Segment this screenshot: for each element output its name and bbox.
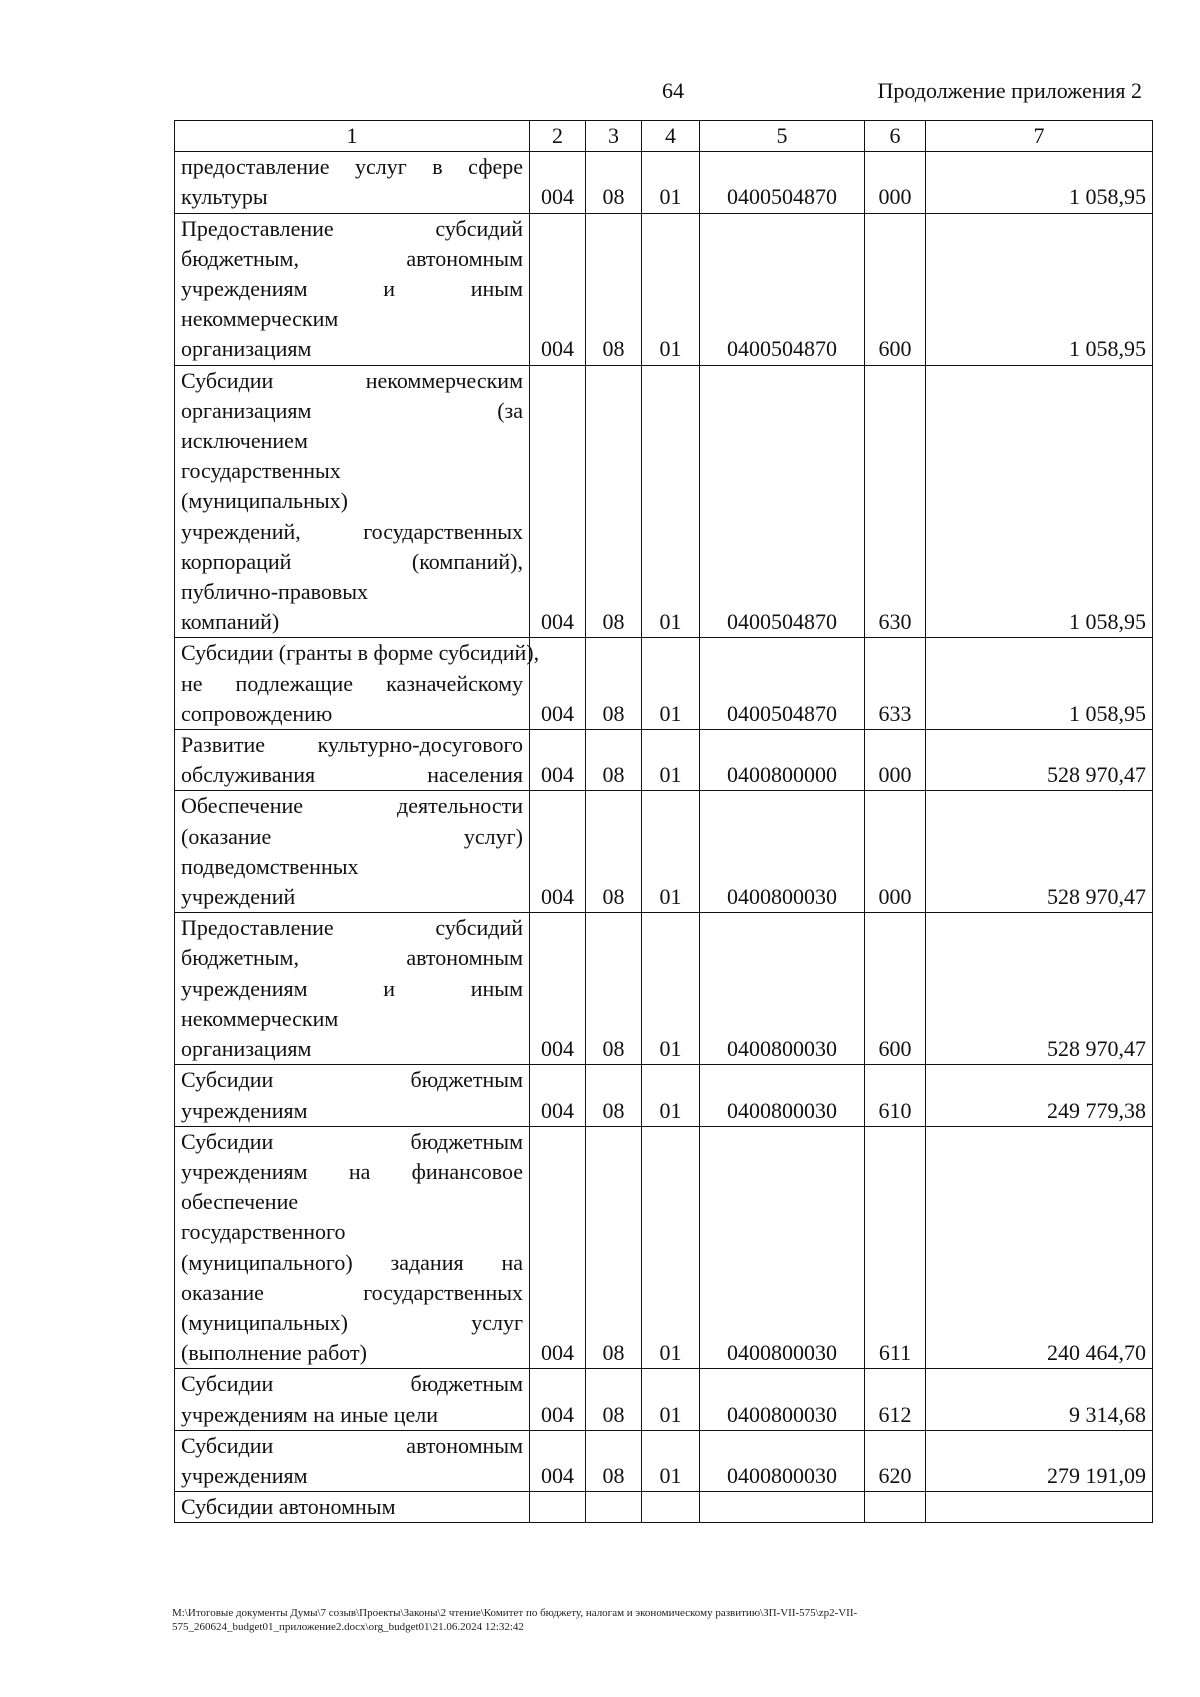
ministry-code: 004 — [530, 1126, 586, 1369]
subsection-code: 01 — [642, 1369, 700, 1430]
description-line: Субсидии бюджетным — [181, 1067, 523, 1093]
table-row — [175, 730, 1153, 791]
row-description — [175, 365, 530, 638]
section-code: 08 — [586, 730, 642, 791]
amount: 1 058,95 — [926, 638, 1153, 730]
description-line: государственного — [181, 1219, 346, 1245]
column-header: 2 — [530, 121, 586, 152]
subsection-code: 01 — [642, 1126, 700, 1369]
description-line: организациям — [181, 1036, 312, 1062]
expense-type-code: 000 — [865, 152, 926, 213]
description-line: (выполнение работ) — [181, 1340, 367, 1366]
description-line: бюджетным, автономным — [181, 945, 523, 971]
section-code: 08 — [586, 152, 642, 213]
ministry-code: 004 — [530, 913, 586, 1065]
expense-type-code: 000 — [865, 730, 926, 791]
description-line: учреждений — [181, 884, 296, 910]
description-line: Обеспечение деятельности — [181, 793, 523, 819]
table-row — [175, 1126, 1153, 1369]
description-line: предоставление услуг в сфере — [181, 154, 523, 180]
subsection-code: 01 — [642, 1430, 700, 1491]
description-line: бюджетным, автономным — [181, 245, 523, 271]
subsection-code: 01 — [642, 1065, 700, 1126]
ministry-code: 004 — [530, 1369, 586, 1430]
description-line: Субсидии бюджетным — [181, 1371, 523, 1397]
amount: 528 970,47 — [926, 791, 1153, 913]
expense-type-code: 630 — [865, 365, 926, 638]
table-row — [175, 791, 1153, 913]
target-article-code: 0400504870 — [700, 213, 865, 365]
table-row — [175, 638, 1153, 730]
row-description — [175, 152, 530, 213]
column-header: 6 — [865, 121, 926, 152]
column-header: 4 — [642, 121, 700, 152]
target-article-code: 0400800030 — [700, 1369, 865, 1430]
amount: 1 058,95 — [926, 213, 1153, 365]
expense-type-code: 633 — [865, 638, 926, 730]
target-article-code: 0400800030 — [700, 913, 865, 1065]
description-line: обслуживания населения — [181, 762, 523, 788]
table-row — [175, 1492, 1153, 1523]
amount: 240 464,70 — [926, 1126, 1153, 1369]
description-line: не подлежащие казначейскому — [181, 670, 523, 696]
column-header: 3 — [586, 121, 642, 152]
row-description — [175, 1430, 530, 1491]
section-code: 08 — [586, 213, 642, 365]
description-line: государственных — [181, 458, 341, 484]
description-line: Субсидии автономным — [181, 1432, 523, 1458]
description-line: Предоставление субсидий — [181, 915, 523, 941]
table-row — [175, 365, 1153, 638]
description-line: (муниципальных) услуг — [181, 1309, 523, 1335]
description-line: Субсидии автономным — [181, 1494, 396, 1520]
section-code: 08 — [586, 791, 642, 913]
expense-type-code: 610 — [865, 1065, 926, 1126]
target-article-code: 0400504870 — [700, 152, 865, 213]
row-description — [175, 1065, 530, 1126]
description-line: учреждениям — [181, 1462, 308, 1488]
expense-type-code: 611 — [865, 1126, 926, 1369]
amount: 1 058,95 — [926, 365, 1153, 638]
ministry-code: 004 — [530, 638, 586, 730]
section-code: 08 — [586, 1369, 642, 1430]
expense-type-code: 620 — [865, 1430, 926, 1491]
description-line: (оказание услуг) — [181, 823, 523, 849]
description-line: (муниципальных) — [181, 488, 348, 514]
document-path-footer: M:\Итоговые документы Думы\7 созыв\Проекты\Законы\2 чтение\Комитет по бюджету, налогам и экономическому развитию\ЗП-VII-575\zp2-VII-575_260624_budget01_приложение2.docx\org_budget01\21.06.2024 12:32:42 — [172, 1607, 858, 1633]
row-description — [175, 1369, 530, 1430]
table-row — [175, 1369, 1153, 1430]
appendix-continuation-label: Продолжение приложения 2 — [877, 78, 1142, 103]
amount: 279 191,09 — [926, 1430, 1153, 1491]
expense-type-code: 612 — [865, 1369, 926, 1430]
expense-type-code: 600 — [865, 913, 926, 1065]
description-line: обеспечение — [181, 1189, 299, 1215]
amount — [926, 1492, 1153, 1523]
subsection-code — [642, 1492, 700, 1523]
expense-type-code: 600 — [865, 213, 926, 365]
expense-type-code: 000 — [865, 791, 926, 913]
section-code — [586, 1492, 642, 1523]
subsection-code: 01 — [642, 791, 700, 913]
subsection-code: 01 — [642, 213, 700, 365]
description-line: подведомственных — [181, 853, 359, 879]
target-article-code: 0400504870 — [700, 365, 865, 638]
row-description — [175, 638, 540, 730]
description-line: Субсидии бюджетным — [181, 1128, 523, 1154]
amount: 528 970,47 — [926, 913, 1153, 1065]
table-row — [175, 1430, 1153, 1491]
column-number-row — [175, 121, 1153, 152]
description-line: учреждений, государственных — [181, 518, 523, 544]
description-line: учреждениям и иным — [181, 975, 523, 1001]
section-code: 08 — [586, 1430, 642, 1491]
target-article-code: 0400504870 — [700, 638, 865, 730]
budget-table — [174, 120, 1153, 1523]
row-description — [175, 1126, 530, 1369]
ministry-code: 004 — [530, 365, 586, 638]
description-line: Субсидии (гранты в форме субсидий), — [181, 640, 540, 666]
subsection-code: 01 — [642, 730, 700, 791]
target-article-code: 0400800030 — [700, 1065, 865, 1126]
description-line: корпораций (компаний), — [181, 548, 523, 574]
ministry-code: 004 — [530, 791, 586, 913]
description-line: некоммерческим — [181, 306, 339, 332]
target-article-code: 0400800000 — [700, 730, 865, 791]
description-line: учреждениям — [181, 1097, 308, 1123]
description-line: Предоставление субсидий — [181, 215, 523, 241]
amount: 1 058,95 — [926, 152, 1153, 213]
amount: 249 779,38 — [926, 1065, 1153, 1126]
section-code: 08 — [586, 365, 642, 638]
row-description — [175, 730, 530, 791]
description-line: организациям — [181, 336, 312, 362]
section-code: 08 — [586, 1126, 642, 1369]
description-line: сопровождению — [181, 700, 333, 726]
section-code: 08 — [586, 638, 642, 730]
target-article-code: 0400800030 — [700, 1430, 865, 1491]
table-row — [175, 1065, 1153, 1126]
description-line: некоммерческим — [181, 1005, 339, 1031]
row-description — [175, 913, 530, 1065]
column-header: 1 — [175, 121, 530, 152]
target-article-code: 0400800030 — [700, 791, 865, 913]
table-row — [175, 152, 1153, 213]
ministry-code: 004 — [530, 1430, 586, 1491]
ministry-code: 004 — [530, 730, 586, 791]
table-row — [175, 913, 1153, 1065]
row-description — [175, 1492, 530, 1523]
target-article-code: 0400800030 — [700, 1126, 865, 1369]
description-line: исключением — [181, 428, 308, 454]
description-line: учреждениям на иные цели — [181, 1401, 438, 1427]
description-line: учреждениям на финансовое — [181, 1158, 523, 1184]
ministry-code: 004 — [530, 1065, 586, 1126]
description-line: Субсидии некоммерческим — [181, 367, 523, 393]
description-line: публично-правовых — [181, 579, 368, 605]
page-number: 64 — [662, 78, 684, 103]
column-header: 7 — [926, 121, 1153, 152]
description-line: Развитие культурно-досугового — [181, 732, 523, 758]
row-description — [175, 213, 530, 365]
description-line: организациям (за — [181, 397, 523, 423]
description-line: учреждениям и иным — [181, 276, 523, 302]
subsection-code: 01 — [642, 365, 700, 638]
amount: 528 970,47 — [926, 730, 1153, 791]
description-line: оказание государственных — [181, 1279, 523, 1305]
target-article-code — [700, 1492, 865, 1523]
amount: 9 314,68 — [926, 1369, 1153, 1430]
row-description — [175, 791, 530, 913]
description-line: компаний) — [181, 609, 280, 635]
subsection-code: 01 — [642, 638, 700, 730]
subsection-code: 01 — [642, 152, 700, 213]
ministry-code: 004 — [530, 213, 586, 365]
section-code: 08 — [586, 913, 642, 1065]
description-line: (муниципального) задания на — [181, 1249, 523, 1275]
subsection-code: 01 — [642, 913, 700, 1065]
table-row — [175, 213, 1153, 365]
section-code: 08 — [586, 1065, 642, 1126]
column-header: 5 — [700, 121, 865, 152]
ministry-code — [530, 1492, 586, 1523]
description-line: культуры — [181, 184, 268, 210]
expense-type-code — [865, 1492, 926, 1523]
ministry-code: 004 — [530, 152, 586, 213]
